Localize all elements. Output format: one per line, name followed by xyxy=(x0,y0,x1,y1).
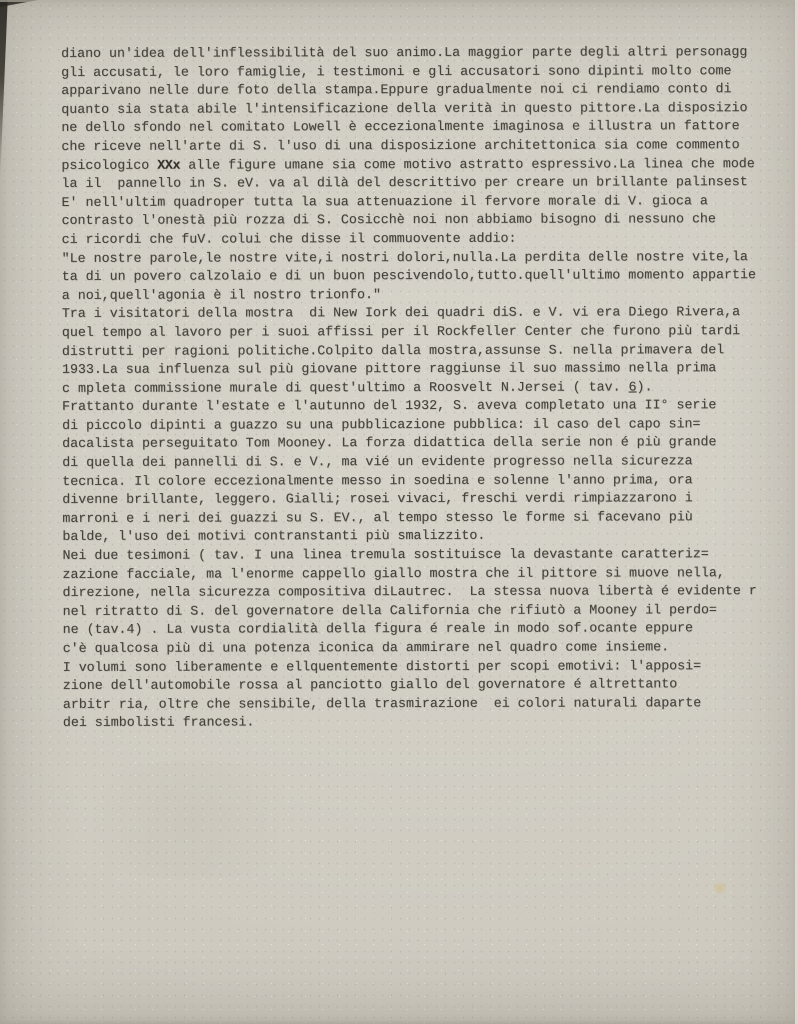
text-line: E' nell'ultim quadroper tutta la sua attenuazione il fervore morale di V. gioca a xyxy=(61,192,708,210)
text-line: gli accusati, le loro famiglie, i testimoni e gli accusatori sono dipinti molto come xyxy=(61,62,732,80)
text-line: divenne brillante, leggero. Gialli; rosei vivaci, freschi verdi rimpiazzarono i xyxy=(62,490,693,508)
text-line: ta di un povero calzolaio e di un buon pescivendolo,tutto.quell'ultimo momento appartie xyxy=(61,267,756,285)
text-line: distrutti per ragioni politiche.Colpito dalla mostra,assunse S. nella primavera del xyxy=(61,341,725,359)
text-line: ne (tav.4) . La vusta cordialità della figura é reale in modo sof.ocante eppure xyxy=(62,620,694,638)
text-line: quanto sia stata abile l'intensificazione della verità in questo pittore.La disposizio xyxy=(61,99,748,117)
text-line: 1933.La sua influenza sul più giovane pittore raggiunse il suo massimo nella prima xyxy=(61,360,717,378)
text-line: contrasto l'onestà più rozza di S. Cosicchè noi non abbiamo bisogno di nessuno che xyxy=(61,211,716,229)
text-line: arbitr ria, oltre che sensibile, della trasmirazione ei colori naturali daparte xyxy=(62,695,702,712)
text-line: quel tempo al lavoro per i suoi affissi per il Rockfeller Center che furono più tardi xyxy=(61,323,741,340)
text-line: balde, l'uso dei motivi contranstanti più smalizzito. xyxy=(62,528,486,545)
text-line: Nei due tesimoni ( tav. I una linea tremula sostituisce la devastante caratteriz= xyxy=(62,546,709,563)
text-line: dacalista perseguitato Tom Mooney. La forza didattica della serie non é più grande xyxy=(62,434,717,452)
scan-edge-bottom xyxy=(0,1020,798,1024)
scan-edge-top xyxy=(0,0,798,2)
text-line: marroni e i neri dei guazzi su S. EV., al tempo stesso le forme si facevano più xyxy=(62,509,693,526)
paper-stain xyxy=(712,881,728,895)
text-line: I volumi sono liberamente e ellquentemente distorti per scopi emotivi: l'apposi= xyxy=(62,657,702,675)
text-line: Tra i visitatori della mostra di New Iork dei quadri diS. e V. vi era Diego Rivera,a xyxy=(61,304,741,322)
scan-edge-artifact xyxy=(0,0,8,177)
text-line: diano un'idea dell'inflessibilità del suo animo.La maggior parte degli altri personagg xyxy=(61,44,748,61)
overstruck-text: XXx xyxy=(157,157,181,173)
text-line: nel ritratto di S. del governatore della California che rifiutò a Mooney il perdo= xyxy=(62,602,717,619)
text-line: ne dello sfondo nel comitato Lowell è eccezionalmente imaginosa e illustra un fattore xyxy=(61,118,740,136)
underlined-text: 6 xyxy=(628,379,637,395)
text-line: di quella dei pannelli di S. e V., ma vié un evidente progresso nella sicurezza xyxy=(62,453,693,470)
text-line: che riceve nell'arte di S. l'uso di una disposizione architettonica sia come commento xyxy=(61,137,740,154)
document-text xyxy=(61,43,779,733)
paper-smudge xyxy=(60,760,320,880)
text-line: "Le nostre parole,le nostre vite,i nostri dolori,nulla.La perdita delle nostre vite,la xyxy=(61,248,748,266)
text-line: ci ricordi che fuV. colui che disse il commuovente addio: xyxy=(61,230,517,247)
text-line: zazione facciale, ma l'enorme cappello giallo mostra che il pittore si muove nella, xyxy=(62,564,725,582)
text-line: dei simbolisti francesi. xyxy=(62,714,255,731)
text-line: zione dell'automobile rossa al panciotto giallo del governatore é altrettanto xyxy=(62,676,678,694)
text-line: di piccolo dipinti a guazzo su una pubblicazione pubblica: il caso del capo sin= xyxy=(62,416,701,433)
text-line: direzione, nella sicurezza compositiva diLautrec. La stessa nuova libertà é evidente r xyxy=(62,583,757,601)
text-line: c mpleta commissione murale di quest'ultimo a Roosvelt N.Jersei ( tav. 6). xyxy=(61,379,653,396)
text-line: Frattanto durante l'estate e l'autunno del 1932, S. aveva completato una II° serie xyxy=(62,397,717,415)
text-line: psicologico XXx alle figure umane sia come motivo astratto espressivo.La linea che mode xyxy=(61,155,755,173)
text-line: tecnica. Il colore eccezionalmente messo in soedina e solenne l'anno prima, ora xyxy=(62,471,693,489)
text-line: c'è qualcosa più di una potenza iconica da ammirare nel quadro come insieme. xyxy=(62,639,670,656)
text-line: a noi,quell'agonia è il nostro trionfo." xyxy=(61,286,381,303)
text-line: la il pannello in S. eV. va al dilà del descrittivo per creare un brillante palinsest xyxy=(61,174,748,192)
text-line: apparivano nelle dure foto della stampa.Eppure gradualmente noi ci rendiamo conto di xyxy=(61,81,732,99)
